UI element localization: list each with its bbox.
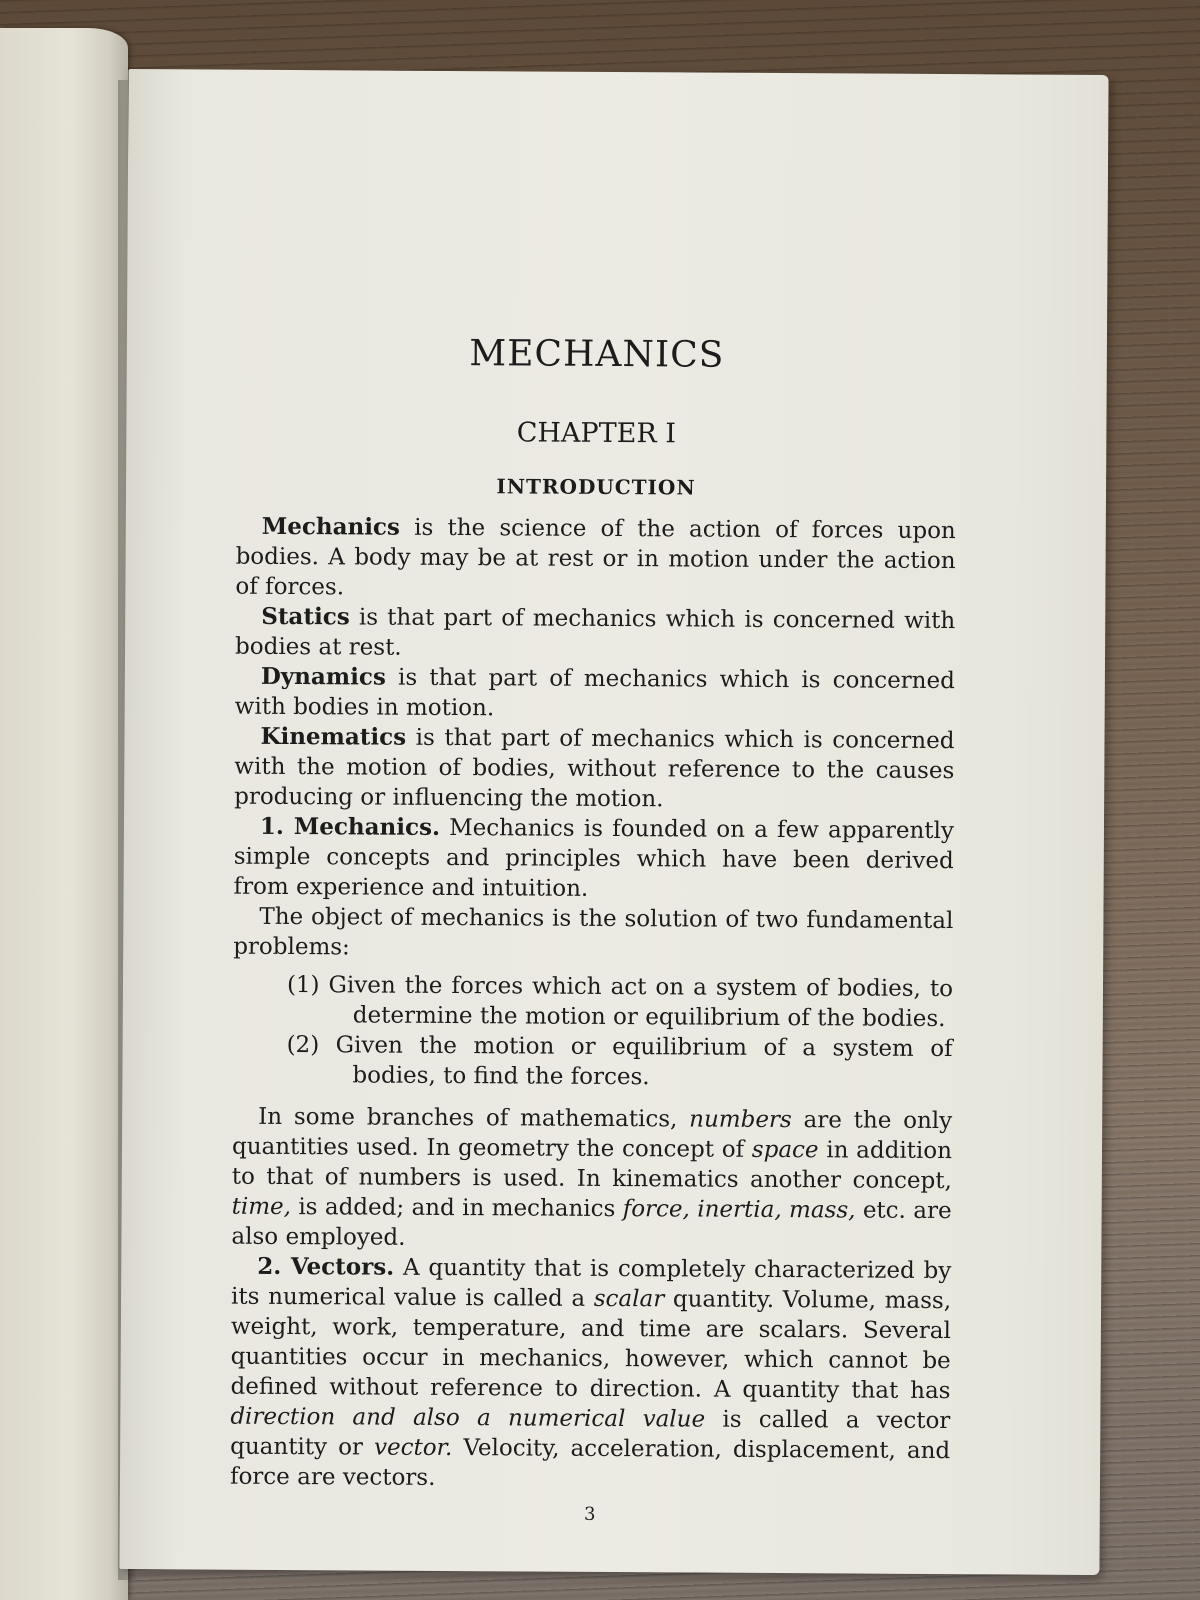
italic-run: direction and also a numerical value: [230, 1403, 706, 1433]
article-heading: 1. Mechanics.: [259, 812, 441, 841]
italic-run: vector.: [373, 1434, 453, 1462]
text-run: A quantity that is completely characterized by its numerical value is called a: [231, 1254, 952, 1312]
section-heading: INTRODUCTION: [496, 474, 696, 500]
text-run: is added; and in mechanics: [290, 1194, 623, 1223]
italic-run: time,: [231, 1193, 292, 1221]
term: Statics: [261, 602, 350, 631]
article-1: [234, 812, 955, 906]
definition-text: is that part of mechanics which is concerned with the motion of bodies, without reference to the causes producing or influencing the motion.: [234, 724, 955, 813]
right-page: [119, 69, 1108, 1575]
article-2: [230, 1252, 951, 1496]
text-run: Velocity, acceleration, displacement, and force are vectors.: [229, 1435, 951, 1491]
italic-run: force, inertia, mass,: [622, 1196, 856, 1224]
branches-paragraph: [231, 1102, 952, 1256]
text-run: in addition to that of numbers is used. In kinematics another concept,: [231, 1137, 953, 1195]
italic-run: space: [751, 1136, 819, 1164]
italic-run: scalar: [593, 1285, 665, 1313]
definition-text: is that part of mechanics which is concerned with bodies in motion.: [234, 664, 955, 722]
book-title: MECHANICS: [469, 333, 725, 376]
text-run: quantity. Volume, mass, weight, work, temperature, and time are scalars. Several quantities occur in mechanics, however, which cannot be defined without reference to direction. A quantity that has: [230, 1286, 952, 1405]
list-item: (1) Given the forces which act on a system of bodies, to determine the motion or equilibrium of the bodies.: [286, 972, 954, 1033]
page-text: [230, 332, 957, 1532]
text-run: In some branches of mathematics,: [258, 1103, 690, 1133]
definition-text: is the science of the action of forces upon bodies. A body may be at rest or in motion under the action of forces.: [235, 514, 956, 601]
text-run: are the only quantities used. In geometry the concept of: [231, 1107, 953, 1163]
term: Dynamics: [260, 662, 386, 691]
text-run: etc. are also employed.: [231, 1197, 952, 1251]
definition-statics: [235, 602, 955, 666]
term: Kinematics: [260, 722, 407, 751]
article-text: Mechanics is founded on a few apparently simple concepts and principles which have been derived from experience and intuition.: [233, 814, 955, 902]
term: Mechanics: [261, 512, 401, 541]
italic-run: numbers: [689, 1106, 792, 1134]
page-number: 3: [583, 1503, 596, 1525]
text-run: is called a vector quantity or: [230, 1406, 951, 1461]
definition-text: is that part of mechanics which is concerned with bodies at rest.: [234, 604, 956, 661]
object-paragraph: The object of mechanics is the solution of two fundamental problems:: [233, 903, 954, 961]
list-item: (2) Given the motion or equilibrium of a system of bodies, to find the forces.: [286, 1032, 953, 1091]
problems-list: [232, 970, 953, 1094]
definition-dynamics: [235, 662, 955, 726]
article-heading: 2. Vectors.: [257, 1252, 395, 1281]
definition-kinematics: [234, 722, 955, 816]
definition-mechanics: [235, 512, 956, 606]
left-page-edge: [0, 28, 128, 1600]
chapter-heading: CHAPTER I: [516, 417, 677, 450]
